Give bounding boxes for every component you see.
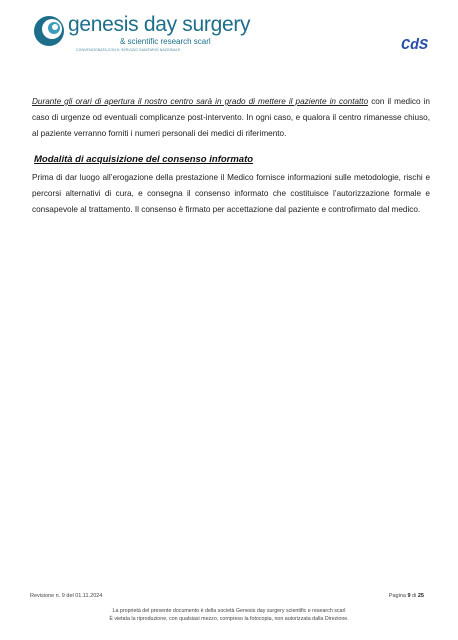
page-number [389,593,424,599]
logo-name: genesis day surgery [68,13,251,36]
paragraph-contact-rest: con il medico in caso di urgenze od eventuali complicanze post-intervento. In ogni caso, e qualora il centro rimanesse chiuso, al paziente verranno forniti i numeri personali dei medici di riferimento. [32,97,430,138]
company-logo [24,10,251,54]
page-current: 9 [407,593,411,599]
page-word: Pagina [388,593,408,599]
logo-tagline: CONVENZIONATA CON IL SERVIZIO SANITARIO NAZIONALE [76,48,181,52]
section-title: Modalità di acquisizione del consenso informato [34,154,254,165]
logo-swirl-icon [32,14,66,48]
paragraph-consent: Prima di dar luogo all’erogazione della prestazione il Medico fornisce informazioni sulle metodologie, rischi e percorsi alternativi di cura, e consegna il consenso informato che costituisce l’autorizzazione formale e consapevole al trattamento. Il consenso è firmato per accettazione dal paziente e controfirmato dal medico. [32,173,430,214]
paragraph-contact-underlined: Durante gli orari di apertura il nostro centro sarà in grado di mettere il paziente in contatto [32,97,369,106]
logo-subtitle: & scientific research scarl [120,37,211,46]
page-total: 25 [417,593,424,599]
legal-line-2: È vietata la riproduzione, con qualsiasi mezzo, compreso la fotocopia, non autorizzata dalla Direzione. [109,616,349,622]
revision-info: Revisione n. 9 del 01.11.2024 [30,593,103,599]
paragraph-contact [32,94,430,142]
cds-label: CdS [400,37,428,54]
legal-notice [0,607,458,623]
page-of: di [410,593,418,599]
legal-line-1: La proprietà del presente documento è della società Genesis day surgery scientific e research scarl [112,608,346,614]
